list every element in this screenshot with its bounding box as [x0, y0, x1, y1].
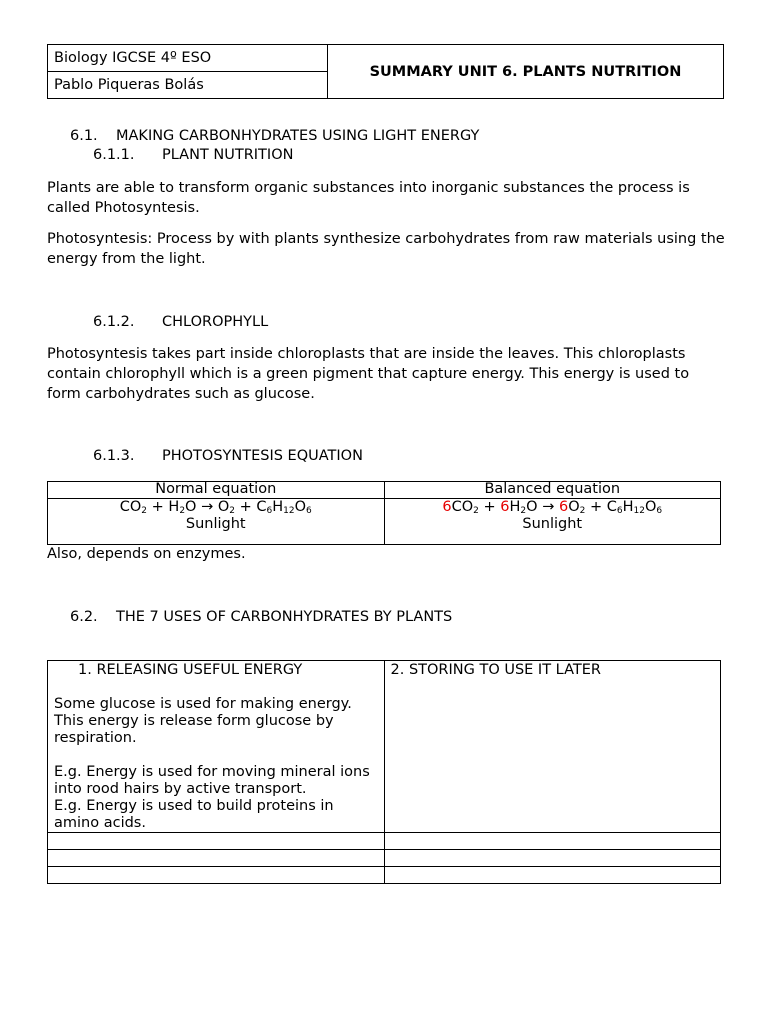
heading-6-1-1	[93, 147, 293, 163]
enzymes-note: Also, depends on enzymes.	[47, 546, 246, 562]
heading-text: PHOTOSYNTESIS EQUATION	[162, 448, 363, 464]
empty-cell	[384, 833, 721, 850]
empty-cell	[384, 850, 721, 867]
balanced-equation: $6CO_2 + 6H_2O \to 6O_2 + C_6H_{12}O_6$	[442, 499, 663, 516]
use-title: 1. RELEASING USEFUL ENERGY	[78, 662, 303, 678]
heading-number: 6.2.	[70, 609, 98, 625]
heading-number: 6.1.3.	[93, 448, 135, 464]
balanced-equation-cell	[384, 499, 721, 545]
heading-6-1	[70, 128, 479, 144]
heading-text: MAKING CARBONHYDRATES USING LIGHT ENERGY	[116, 128, 480, 144]
heading-number: 6.1.1.	[93, 147, 135, 163]
heading-6-1-3	[93, 448, 363, 464]
equation-table	[47, 481, 721, 545]
use-cell-releasing-energy	[48, 661, 385, 833]
use-cell-storing	[384, 661, 721, 833]
use-title: 2. STORING TO USE IT LATER	[390, 662, 601, 678]
use-example: E.g. Energy is used for moving mineral ions into rood hairs by active transport.	[54, 764, 370, 797]
author-cell	[48, 72, 328, 99]
author-label: Pablo Piqueras Bolás	[54, 77, 204, 93]
paragraph-plant-nutrition: Plants are able to transform organic substances into inorganic substances the process is called Photosyntesis.	[47, 180, 690, 216]
empty-cell	[48, 867, 385, 884]
heading-text: CHLOROPHYLL	[162, 314, 269, 330]
heading-number: 6.1.2.	[93, 314, 135, 330]
sunlight-label: Sunlight	[185, 516, 246, 532]
sunlight-label: Sunlight	[522, 516, 583, 532]
heading-text: THE 7 USES OF CARBONHYDRATES BY PLANTS	[116, 609, 453, 625]
heading-number: 6.1.	[70, 128, 98, 144]
balanced-equation-header: Balanced equation	[384, 482, 721, 499]
heading-6-2	[70, 609, 452, 625]
course-cell	[48, 45, 328, 72]
coefficient: 6	[442, 499, 452, 515]
coefficient: 6	[558, 499, 569, 515]
empty-cell	[384, 867, 721, 884]
document-title: SUMMARY UNIT 6. PLANTS NUTRITION	[328, 45, 724, 99]
heading-6-1-2	[93, 314, 268, 330]
normal-equation-cell	[48, 499, 385, 545]
paragraph-photosynthesis-definition: Photosyntesis: Process by with plants synthesize carbohydrates from raw materials using the energy from the light.	[47, 231, 725, 267]
paragraph-chlorophyll: Photosyntesis takes part inside chloroplasts that are inside the leaves. This chloroplasts contain chlorophyll which is a green pigment that capture energy. This energy is used to form carbohydrates such as glucose.	[47, 346, 690, 402]
coefficient: 6	[500, 499, 510, 515]
normal-equation: $CO_2 + H_2O \to O_2 + C_6H_{12}O_6$	[119, 499, 312, 516]
course-label: Biology IGCSE 4º ESO	[54, 50, 212, 66]
uses-table	[47, 660, 721, 884]
empty-cell	[48, 833, 385, 850]
arrow-icon: →	[201, 499, 214, 515]
use-text: Some glucose is used for making energy. This energy is release form glucose by respiration.	[54, 696, 352, 746]
heading-text: PLANT NUTRITION	[162, 147, 294, 163]
normal-equation-header: Normal equation	[48, 482, 385, 499]
use-example: E.g. Energy is used to build proteins in amino acids.	[54, 798, 334, 831]
header-table	[47, 44, 724, 99]
empty-cell	[48, 850, 385, 867]
arrow-icon: →	[542, 499, 555, 515]
